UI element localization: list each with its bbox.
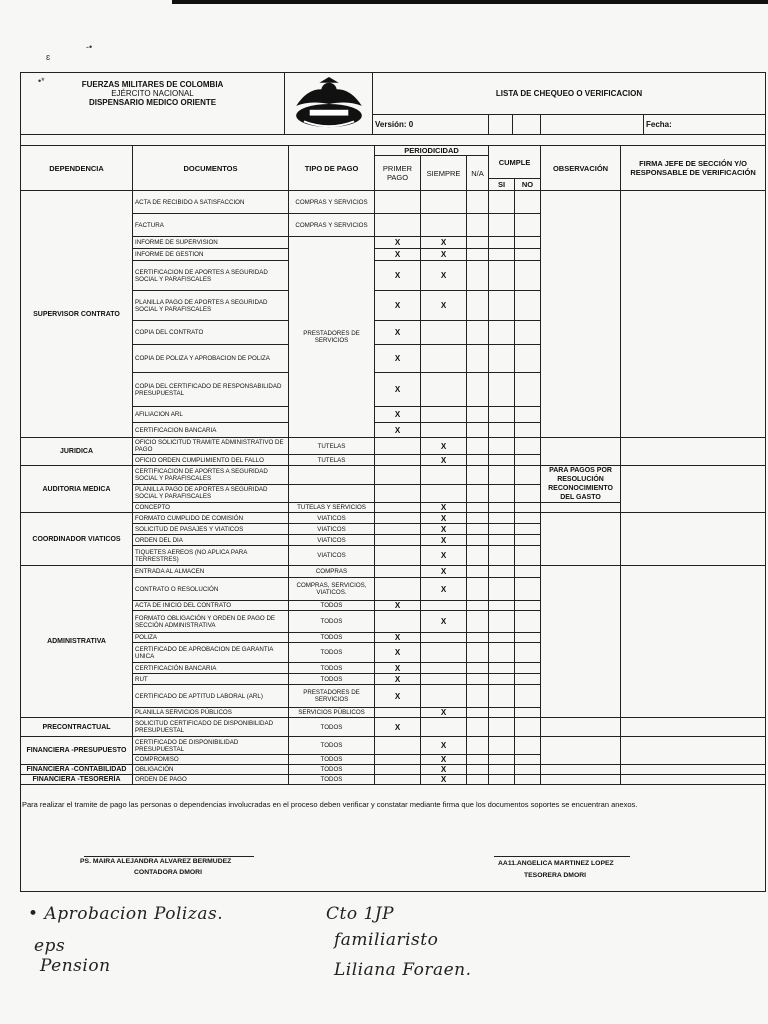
check-mark: X <box>421 438 467 455</box>
group-administrativa: ADMINISTRATIVA <box>21 566 133 718</box>
scan-speck: •* <box>38 76 45 86</box>
check-mark: X <box>421 566 467 578</box>
check-mark: X <box>421 737 467 755</box>
checklist-table <box>20 145 766 785</box>
tipo-cell: TODOS <box>289 643 375 663</box>
check-mark: X <box>375 249 421 261</box>
fecha-label: Fecha: <box>644 115 766 135</box>
check-mark: X <box>421 535 467 546</box>
observacion-cell <box>541 191 621 438</box>
col-dependencia: DEPENDENCIA <box>21 146 133 191</box>
doc-cell: COPIA DEL CONTRATO <box>133 321 289 345</box>
check-mark: X <box>375 321 421 345</box>
tipo-cell: TUTELAS Y SERVICIOS <box>289 503 375 513</box>
crest-cell <box>285 73 373 135</box>
tipo-cell: VIATICOS <box>289 535 375 546</box>
doc-cell: COPIA DE POLIZA Y APROBACION DE POLIZA <box>133 345 289 373</box>
tipo-cell: TODOS <box>289 775 375 785</box>
firma-cell <box>621 513 766 566</box>
doc-cell: ACTA DE RECIBIDO A SATISFACCION <box>133 191 289 214</box>
check-mark: X <box>421 503 467 513</box>
check-mark: X <box>421 611 467 633</box>
tipo-cell: SERVICIOS PÚBLICOS <box>289 708 375 718</box>
group-precontractual: PRECONTRACTUAL <box>21 718 133 737</box>
handwritten-note: eps <box>34 936 66 956</box>
check-mark: X <box>421 708 467 718</box>
col-si: SI <box>489 179 515 191</box>
form-title: LISTA DE CHEQUEO O VERIFICACION <box>373 73 766 115</box>
col-firma: FIRMA JEFE DE SECCIÓN Y/O RESPONSABLE DE VERIFICACIÓN <box>621 146 766 191</box>
tipo-cell: TODOS <box>289 601 375 611</box>
signature-role-right: TESORERA DMORI <box>524 872 587 879</box>
group-auditoria: AUDITORIA MEDICA <box>21 466 133 513</box>
check-mark: X <box>421 261 467 291</box>
tipo-cell: COMPRAS, SERVICIOS, VIATICOS. <box>289 578 375 601</box>
firma-cell <box>621 566 766 718</box>
tipo-cell: COMPRAS Y SERVICIOS <box>289 191 375 214</box>
doc-cell: FORMATO OBLIGACIÓN Y ORDEN DE PAGO DE SECCIÓN ADMINISTRATIVA <box>133 611 289 633</box>
org-block <box>21 73 285 115</box>
tipo-cell: PRESTADORES DE SERVICIOS <box>289 685 375 708</box>
group-tesoreria: FINANCIERA -TESORERÍA <box>21 775 133 785</box>
check-mark: X <box>421 237 467 249</box>
check-mark: X <box>375 261 421 291</box>
scan-speck: -• <box>86 42 93 52</box>
doc-cell: POLIZA <box>133 633 289 643</box>
check-mark: X <box>375 407 421 423</box>
version-label: Versión: 0 <box>373 115 489 135</box>
check-mark: X <box>375 237 421 249</box>
doc-cell: INFORME DE SUPERVISION <box>133 237 289 249</box>
check-mark: X <box>421 765 467 775</box>
firma-cell <box>621 737 766 765</box>
group-supervisor: SUPERVISOR CONTRATO <box>21 191 133 438</box>
handwritten-note: • Aprobacion Polizas. <box>28 904 224 924</box>
check-mark: X <box>421 755 467 765</box>
firma-cell <box>621 775 766 785</box>
doc-cell: AFILIACION ARL <box>133 407 289 423</box>
tipo-cell: TODOS <box>289 611 375 633</box>
tipo-cell: VIATICOS <box>289 524 375 535</box>
form-header <box>20 72 766 135</box>
doc-cell: CERTIFICADO DE APTITUD LABORAL (ARL) <box>133 685 289 708</box>
firma-cell <box>621 718 766 737</box>
observacion-note: PARA PAGOS POR RESOLUCIÓN RECONOCIMIENTO DEL GASTO <box>541 466 621 503</box>
tipo-cell: TODOS <box>289 755 375 765</box>
doc-cell: PLANILLA PAGO DE APORTES A SEGURIDAD SOCIAL Y PARAFISCALES <box>133 484 289 503</box>
doc-cell: OBLIGACIÓN <box>133 765 289 775</box>
tipo-cell: TODOS <box>289 663 375 674</box>
doc-cell: ORDEN DE PAGO <box>133 775 289 785</box>
tipo-cell: PRESTADORES DE SERVICIOS <box>289 237 375 438</box>
group-juridica: JURIDICA <box>21 438 133 466</box>
col-cumple: CUMPLE <box>489 146 541 179</box>
tipo-cell: VIATICOS <box>289 513 375 524</box>
top-scan-bar <box>172 0 768 4</box>
doc-cell: CERTIFICACION DE APORTES A SEGURIDAD SOCIAL Y PARAFISCALES <box>133 466 289 485</box>
group-contabilidad: FINANCIERA -CONTABILIDAD <box>21 765 133 775</box>
check-mark: X <box>421 524 467 535</box>
col-na: N/A <box>467 156 489 191</box>
doc-cell: CERTIFICADO DE DISPONIBILIDAD PRESUPUESTAL <box>133 737 289 755</box>
tipo-cell: TODOS <box>289 737 375 755</box>
handwritten-note: familiaristo <box>334 930 439 950</box>
doc-cell: ACTA DE INICIO DEL CONTRATO <box>133 601 289 611</box>
doc-cell: PLANILLA PAGO DE APORTES A SEGURIDAD SOCIAL Y PARAFISCALES <box>133 291 289 321</box>
army-crest-icon <box>290 77 368 131</box>
tipo-cell: TODOS <box>289 674 375 685</box>
firma-cell <box>621 466 766 513</box>
org-line-1: FUERZAS MILITARES DE COLOMBIA <box>81 80 224 90</box>
group-viaticos: COORDINADOR VIATICOS <box>21 513 133 566</box>
handwritten-note: Liliana Foraen. <box>334 960 472 980</box>
doc-cell: COMPROMISO <box>133 755 289 765</box>
tipo-cell: TODOS <box>289 718 375 737</box>
doc-cell: FACTURA <box>133 214 289 237</box>
doc-cell: CERTIFICACION BANCARIA <box>133 423 289 438</box>
firma-cell <box>621 438 766 466</box>
tipo-cell: TODOS <box>289 765 375 775</box>
doc-cell: OFICIO SOLICITUD TRAMITE ADMINISTRATIVO DE PAGO <box>133 438 289 455</box>
check-mark: X <box>375 674 421 685</box>
tipo-cell: TUTELAS <box>289 455 375 466</box>
check-mark: X <box>421 513 467 524</box>
firma-cell <box>621 191 766 438</box>
check-mark: X <box>421 249 467 261</box>
check-mark: X <box>375 423 421 438</box>
check-mark: X <box>421 291 467 321</box>
col-no: NO <box>515 179 541 191</box>
doc-cell: CONTRATO O RESOLUCIÓN <box>133 578 289 601</box>
check-mark: X <box>375 601 421 611</box>
col-documentos: DOCUMENTOS <box>133 146 289 191</box>
signature-role-left: CONTADORA DMORI <box>134 869 202 876</box>
col-observacion: OBSERVACIÓN <box>541 146 621 191</box>
footer-note: Para realizar el tramite de pago las personas o dependencias involucradas en el proceso deben verificar y constatar mediante firma que los documentos soportes se encuentran anexos. <box>22 800 638 809</box>
handwritten-note: Cto 1JP <box>326 904 395 924</box>
tipo-cell: VIATICOS <box>289 546 375 566</box>
col-periodicidad: PERIODICIDAD <box>375 146 489 156</box>
check-mark: X <box>421 546 467 566</box>
doc-cell: CERTIFICADO DE APROBACION DE GARANTIA UNICA <box>133 643 289 663</box>
doc-cell: CERTIFICACION DE APORTES A SEGURIDAD SOCIAL Y PARAFISCALES <box>133 261 289 291</box>
doc-cell: RUT <box>133 674 289 685</box>
doc-cell: TIQUETES AEREOS (NO APLICA PARA TERRESTRES) <box>133 546 289 566</box>
doc-cell: FORMATO CUMPLIDO DE COMISIÓN <box>133 513 289 524</box>
check-mark: X <box>375 373 421 407</box>
check-mark: X <box>375 633 421 643</box>
handwritten-note: Pension <box>40 956 111 976</box>
tipo-cell: TODOS <box>289 633 375 643</box>
doc-cell: CERTIFICACIÓN BANCARIA <box>133 663 289 674</box>
col-tipo-pago: TIPO DE PAGO <box>289 146 375 191</box>
group-presupuesto: FINANCIERA -PRESUPUESTO <box>21 737 133 765</box>
signature-name-left: PS. MAIRA ALEJANDRA ALVAREZ BERMUDEZ <box>80 858 232 865</box>
check-mark: X <box>421 455 467 466</box>
scan-speck: ɛ <box>46 52 51 62</box>
check-mark: X <box>375 291 421 321</box>
doc-cell: PLANILLA SERVICIOS PÚBLICOS <box>133 708 289 718</box>
org-line-2: EJÉRCITO NACIONAL <box>111 89 194 99</box>
col-siempre: SIEMPRE <box>421 156 467 191</box>
firma-cell <box>621 765 766 775</box>
check-mark: X <box>375 663 421 674</box>
doc-cell: ENTRADA AL ALMACEN <box>133 566 289 578</box>
tipo-cell: TUTELAS <box>289 438 375 455</box>
check-mark: X <box>375 685 421 708</box>
col-primer-pago: PRIMER PAGO <box>375 156 421 191</box>
signature-line-left <box>84 856 254 857</box>
doc-cell: SOLICITUD DE PASAJES Y VIATICOS <box>133 524 289 535</box>
check-mark: X <box>375 718 421 737</box>
check-mark: X <box>421 578 467 601</box>
org-line-3: DISPENSARIO MEDICO ORIENTE <box>88 98 217 108</box>
signature-line-right <box>494 856 630 857</box>
doc-cell: CONCEPTO <box>133 503 289 513</box>
tipo-cell: COMPRAS <box>289 566 375 578</box>
doc-cell: SOLICITUD CERTIFICADO DE DISPONIBILIDAD PRESUPUESTAL <box>133 718 289 737</box>
check-mark: X <box>421 775 467 785</box>
doc-cell: COPIA DEL CERTIFICADO DE RESPONSABILIDAD PRESUPUESTAL <box>133 373 289 407</box>
doc-cell: OFICIO ORDEN CUMPLIMIENTO DEL FALLO <box>133 455 289 466</box>
doc-cell: INFORME DE GESTION <box>133 249 289 261</box>
tipo-cell: COMPRAS Y SERVICIOS <box>289 214 375 237</box>
check-mark: X <box>375 345 421 373</box>
doc-cell: ORDEN DEL DIA <box>133 535 289 546</box>
signature-name-right: AA11.ANGELICA MARTINEZ LOPEZ <box>498 860 614 867</box>
check-mark: X <box>375 643 421 663</box>
